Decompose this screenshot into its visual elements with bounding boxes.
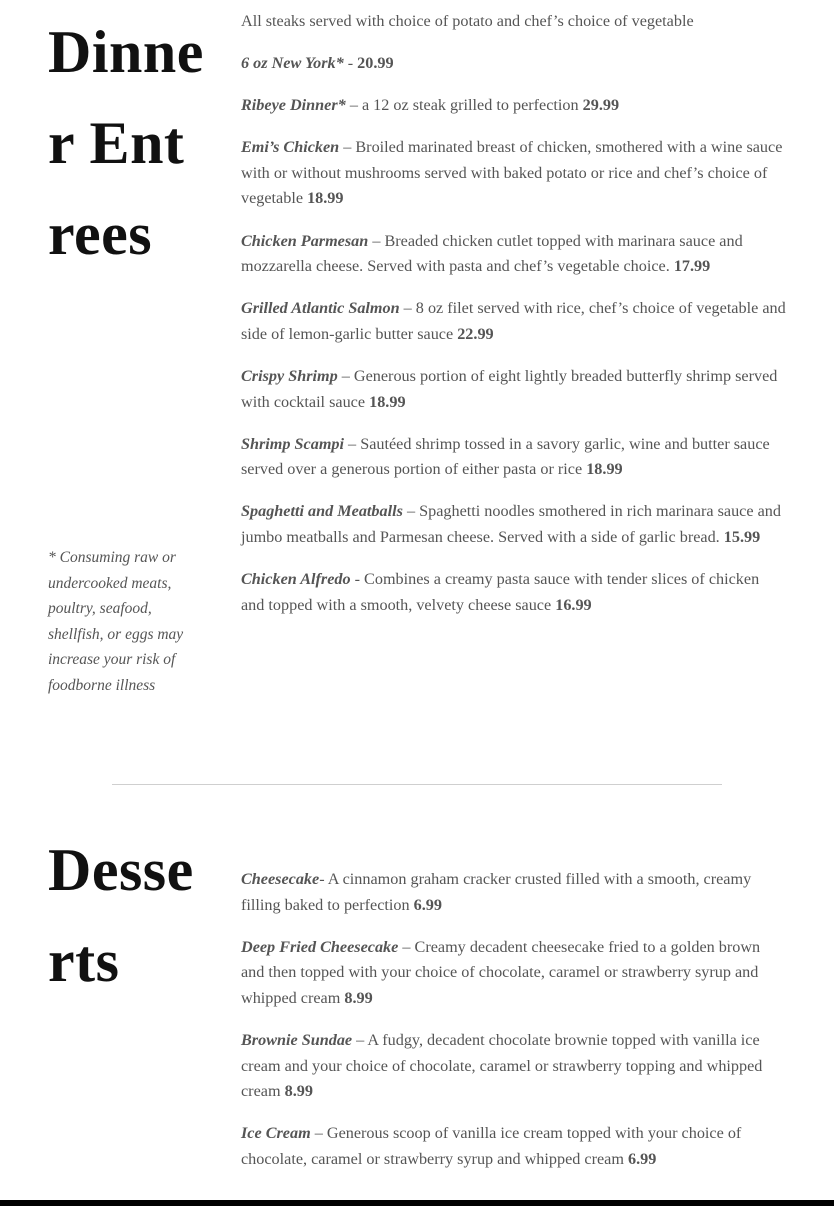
item-description: - Combines a creamy pasta sauce with tender slices of chicken and topped with a smooth, velvety cheese sauce bbox=[241, 570, 760, 614]
dinner-heading: Dinner Entrees bbox=[48, 19, 204, 267]
menu-item bbox=[241, 135, 786, 212]
item-name: Cheesecake bbox=[241, 870, 320, 888]
item-price: 6.99 bbox=[413, 895, 442, 914]
dinner-intro: All steaks served with choice of potato and chef’s choice of vegetable bbox=[241, 12, 694, 30]
item-description: – a 12 oz steak grilled to perfection bbox=[345, 96, 583, 115]
menu-item bbox=[241, 51, 786, 77]
item-price: 16.99 bbox=[555, 595, 592, 614]
menu-item bbox=[241, 432, 786, 483]
item-name: Crispy Shrimp bbox=[241, 366, 338, 385]
item-name: Chicken Alfredo bbox=[241, 570, 351, 588]
item-description: – Generous scoop of vanilla ice cream topped with your choice of chocolate, caramel or strawberry syrup and whipped cream bbox=[241, 1124, 742, 1168]
item-description: – Breaded chicken cutlet topped with marinara sauce and mozzarella cheese. Served with pasta and chef’s vegetable choice. bbox=[241, 231, 743, 276]
item-name: Chicken Parmesan bbox=[241, 231, 369, 250]
item-description: – A fudgy, decadent chocolate brownie topped with vanilla ice cream and your choice of chocolate, caramel or strawberry topping and whipped cream bbox=[241, 1030, 763, 1101]
item-description: – 8 oz filet served with rice, chef’s choice of vegetable and side of lemon-garlic butter sauce bbox=[241, 299, 786, 343]
menu-item bbox=[241, 567, 786, 618]
section-divider bbox=[112, 784, 722, 785]
item-name: Emi’s Chicken bbox=[241, 138, 340, 157]
menu-item bbox=[241, 229, 786, 280]
menu-item bbox=[241, 935, 786, 1012]
dessert-item-list bbox=[241, 867, 786, 1189]
item-name: 6 oz New York* bbox=[241, 54, 344, 73]
item-price: 6.99 bbox=[627, 1149, 657, 1168]
item-price: 22.99 bbox=[457, 324, 494, 343]
item-name: Shrimp Scampi bbox=[241, 434, 344, 453]
item-description: – Sautéed shrimp tossed in a savory garlic, wine and butter sauce served over a generous portion of either pasta or rice bbox=[241, 434, 770, 479]
item-name: Ice Cream bbox=[241, 1124, 311, 1143]
item-price: 20.99 bbox=[357, 54, 394, 73]
menu-item bbox=[241, 364, 786, 415]
menu-item bbox=[241, 1121, 786, 1172]
item-description: – Creamy decadent cheesecake fried to a golden brown and then topped with your choice of chocolate, caramel or strawberry syrup and whipped cream bbox=[241, 937, 761, 1007]
item-price: 15.99 bbox=[723, 527, 761, 546]
menu-item bbox=[241, 867, 786, 918]
item-name: Ribeye Dinner* bbox=[241, 96, 346, 115]
item-description: - A cinnamon graham cracker crusted filled with a smooth, creamy filling baked to perfection bbox=[241, 870, 752, 914]
dinner-item-list bbox=[241, 9, 786, 635]
item-price: 18.99 bbox=[586, 460, 623, 479]
item-price: 8.99 bbox=[284, 1082, 313, 1101]
item-description: – Broiled marinated breast of chicken, smothered with a wine sauce with or without mushrooms served with baked potato or rice and chef’s choice of vegetable bbox=[241, 138, 783, 208]
item-price: 8.99 bbox=[344, 988, 373, 1007]
item-name: Spaghetti and Meatballs bbox=[241, 502, 403, 521]
foodborne-illness-note: * Consuming raw or undercooked meats, poultry, seafood, shellfish, or eggs may increase your risk of foodborne illness bbox=[48, 549, 184, 694]
item-description: – Spaghetti noodles smothered in rich marinara sauce and jumbo meatballs and Parmesan cheese. Served with a side of garlic bread. bbox=[241, 502, 781, 546]
item-price: 18.99 bbox=[307, 189, 344, 208]
menu-item bbox=[241, 499, 786, 550]
menu-item bbox=[241, 93, 786, 119]
item-price: 29.99 bbox=[582, 96, 620, 115]
desserts-section bbox=[0, 820, 834, 1190]
item-description: – Generous portion of eight lightly breaded butterfly shrimp served with cocktail sauce bbox=[241, 366, 778, 411]
item-price: 17.99 bbox=[673, 257, 711, 276]
desserts-heading: Desserts bbox=[48, 837, 194, 994]
item-name: Deep Fried Cheesecake bbox=[241, 937, 399, 956]
item-name: Brownie Sundae bbox=[241, 1030, 353, 1049]
item-name: Grilled Atlantic Salmon bbox=[241, 299, 400, 318]
item-description: - bbox=[343, 54, 358, 73]
bottom-bar bbox=[0, 1200, 834, 1206]
item-price: 18.99 bbox=[369, 392, 406, 411]
menu-item bbox=[241, 1028, 786, 1105]
menu-item bbox=[241, 296, 786, 347]
